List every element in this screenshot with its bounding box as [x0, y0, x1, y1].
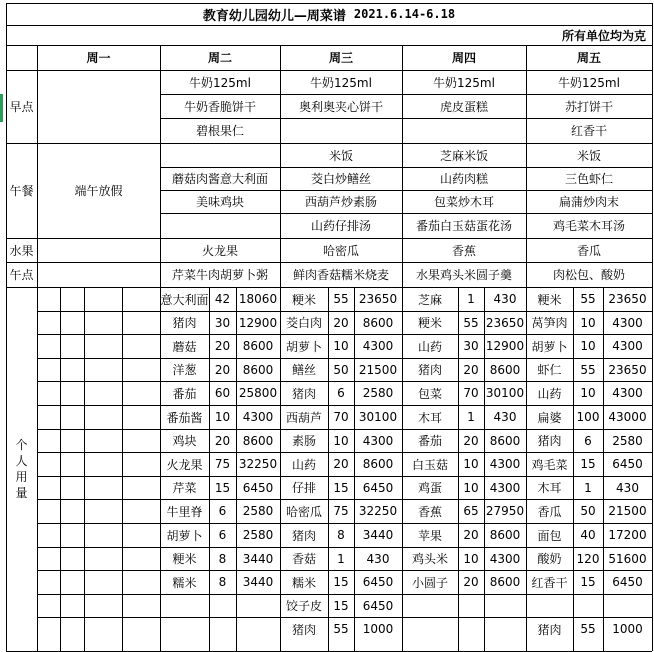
- snack-item: 芹菜牛肉胡萝卜粥: [171, 268, 268, 282]
- personal-label-char: 量: [15, 486, 28, 500]
- qty-tue-per-child: 60: [214, 386, 231, 400]
- fruit-item: 哈密瓜: [322, 243, 359, 258]
- unit-note: 所有单位均为克: [561, 28, 646, 43]
- lunch-item: 茭白炒鳝丝: [310, 172, 371, 186]
- qty-thu-ingredient: 芝麻: [417, 292, 442, 307]
- qty-thu-total: 27950: [485, 504, 525, 518]
- qty-tue-per-child: 42: [214, 292, 231, 306]
- fruit-item: 香蕉: [451, 243, 476, 258]
- qty-wed-ingredient: 仔排: [291, 481, 316, 495]
- qty-fri-ingredient: 木耳: [537, 481, 562, 495]
- qty-wed-total: 21500: [358, 362, 398, 377]
- personal-label-char: 人: [15, 454, 28, 468]
- qty-fri-ingredient: 香瓜: [537, 504, 562, 519]
- qty-wed-per-child: 8: [337, 528, 345, 542]
- qty-tue-total: 2580: [242, 504, 274, 518]
- personal-label-char: 用: [15, 470, 28, 484]
- date-range: 2021.6.14-6.18: [353, 7, 456, 21]
- snack-item: 鲜肉香菇糯米烧麦: [292, 268, 389, 282]
- qty-tue-per-child: 15: [214, 480, 231, 495]
- page-title: [6, 3, 652, 25]
- breakfast-item: 苏打饼干: [564, 99, 613, 114]
- qty-tue-total: 18060: [238, 292, 278, 306]
- qty-wed-ingredient: 猪肉: [291, 622, 316, 637]
- breakfast-item: 虎皮蛋糕: [439, 99, 488, 114]
- qty-tue-ingredient: 芹菜: [172, 481, 197, 495]
- day-header-2: 周二: [207, 51, 232, 65]
- qty-wed-total: 6450: [362, 598, 394, 613]
- qty-thu-per-child: 10: [463, 551, 479, 566]
- qty-thu-total: 4300: [489, 457, 521, 471]
- qty-thu-per-child: 20: [463, 362, 479, 377]
- lunch-item: 芝麻米饭: [439, 148, 488, 163]
- breakfast-item: [402, 118, 526, 143]
- lunch-item: 包菜炒木耳: [433, 195, 494, 209]
- qty-fri-total: 51600: [608, 551, 647, 566]
- qty-wed-total: 4300: [362, 433, 394, 448]
- breakfast-item: 红香干: [570, 124, 607, 138]
- qty-fri-per-child: 10: [580, 315, 596, 330]
- qty-tue-ingredient: 意大利面: [160, 292, 209, 307]
- lunch-item: 三色虾仁: [564, 172, 613, 186]
- qty-thu-ingredient: 番茄: [417, 434, 442, 448]
- qty-fri-per-child: 10: [580, 386, 596, 400]
- qty-tue-total: 2580: [242, 528, 274, 542]
- qty-thu-total: 30100: [485, 386, 525, 400]
- personal-label-char: 个: [15, 438, 28, 452]
- qty-tue-ingredient: 蘑菇: [172, 339, 197, 354]
- qty-wed-per-child: 20: [333, 315, 349, 330]
- qty-fri-total: 23650: [608, 362, 647, 377]
- day-header-1: 周一: [86, 51, 111, 65]
- qty-thu-per-child: 55: [463, 315, 479, 330]
- snack-item: 肉松包、酸奶: [552, 268, 625, 282]
- row-label-breakfast: 早点: [9, 100, 34, 114]
- holiday-note: 端午放假: [74, 184, 123, 198]
- qty-thu-total: 12900: [485, 339, 525, 353]
- qty-thu-ingredient: 小圆子: [411, 575, 448, 590]
- qty-fri-total: [603, 594, 652, 617]
- qty-fri-per-child: 6: [584, 433, 592, 448]
- qty-tue-total: 4300: [242, 410, 274, 424]
- day-header-3: 周三: [328, 51, 353, 65]
- qty-tue-ingredient: 牛里脊: [166, 504, 203, 519]
- qty-wed-total: 32250: [358, 504, 398, 518]
- qty-thu-ingredient: 香蕉: [417, 504, 442, 519]
- qty-fri-per-child: 1: [584, 480, 592, 495]
- qty-fri-total: 4300: [612, 315, 643, 330]
- qty-tue-ingredient: 火龙果: [166, 457, 203, 472]
- lunch-item: 米饭: [328, 148, 353, 163]
- qty-wed-ingredient: 茭白肉: [285, 316, 322, 330]
- qty-fri-ingredient: 酸奶: [537, 552, 562, 566]
- qty-wed-total: 23650: [358, 292, 398, 306]
- qty-wed-ingredient: 西葫芦: [285, 410, 322, 425]
- qty-fri-total: 21500: [608, 504, 647, 518]
- lunch-item: 番茄白玉菇蛋花汤: [415, 219, 512, 233]
- qty-thu-per-child: 10: [463, 457, 479, 471]
- qty-tue-ingredient: 糯米: [172, 575, 197, 590]
- qty-wed-per-child: 10: [333, 433, 349, 448]
- row-label-lunch: 午餐: [9, 184, 34, 198]
- qty-fri-total: 23650: [608, 292, 647, 306]
- qty-wed-ingredient: 猪肉: [291, 386, 316, 401]
- qty-thu-per-child: 20: [463, 575, 479, 589]
- qty-thu-per-child: 20: [463, 528, 479, 542]
- qty-wed-per-child: 15: [333, 598, 349, 613]
- qty-wed-per-child: 15: [333, 575, 349, 589]
- qty-tue-per-child: 20: [214, 433, 231, 448]
- qty-fri-per-child: 55: [580, 622, 596, 636]
- qty-fri-total: 4300: [612, 386, 643, 400]
- qty-tue-per-child: 20: [214, 362, 231, 377]
- qty-fri-per-child: 50: [580, 504, 596, 518]
- qty-wed-per-child: 55: [333, 622, 349, 636]
- qty-wed-total: 6450: [362, 575, 394, 589]
- qty-tue-ingredient: 鸡块: [172, 434, 197, 448]
- qty-tue-per-child: 20: [214, 339, 231, 353]
- qty-wed-per-child: 75: [333, 504, 349, 518]
- qty-thu-ingredient: 鸡蛋: [417, 481, 442, 495]
- qty-wed-total: 6450: [362, 480, 394, 495]
- qty-thu-per-child: 1: [467, 292, 475, 306]
- qty-fri-ingredient: 虾仁: [537, 363, 562, 377]
- qty-fri-total: 6450: [612, 575, 643, 589]
- lunch-item: 山药仔排汤: [310, 219, 371, 233]
- qty-tue-per-child: 6: [218, 528, 227, 542]
- qty-wed-per-child: 20: [333, 457, 349, 471]
- qty-tue-total: 8600: [242, 362, 274, 377]
- qty-thu-ingredient: 粳米: [417, 316, 442, 330]
- qty-tue-per-child: 8: [218, 551, 227, 566]
- qty-fri-total: 4300: [612, 339, 643, 353]
- qty-tue-total: 32250: [238, 457, 278, 471]
- qty-wed-total: 4300: [362, 339, 394, 353]
- breakfast-item: 牛奶125ml: [310, 75, 372, 90]
- lunch-item: 美味鸡块: [195, 195, 244, 209]
- qty-thu-total: 8600: [489, 362, 521, 377]
- lunch-item: [160, 143, 280, 167]
- qty-tue-per-child: 75: [214, 457, 231, 471]
- row-label-fruit: 水果: [9, 243, 34, 258]
- qty-thu-per-child: 1: [467, 410, 475, 424]
- qty-tue-ingredient: 番茄: [172, 386, 197, 401]
- breakfast-item: 牛奶香脆饼干: [183, 99, 256, 114]
- breakfast-item: 牛奶125ml: [189, 75, 251, 90]
- qty-fri-ingredient: 扁婆: [537, 410, 562, 425]
- qty-wed-total: 8600: [362, 315, 394, 330]
- qty-tue-ingredient: 番茄酱: [166, 410, 203, 425]
- qty-fri-ingredient: 粳米: [537, 292, 562, 307]
- qty-fri-per-child: [573, 594, 603, 617]
- qty-wed-total: 1000: [362, 622, 394, 636]
- qty-thu-ingredient: 苹果: [417, 528, 442, 543]
- qty-fri-total: 2580: [612, 433, 643, 448]
- qty-thu-total: 8600: [489, 528, 521, 542]
- qty-thu-ingredient: 猪肉: [417, 363, 442, 377]
- qty-thu-total: 430: [493, 292, 517, 306]
- qty-tue-total: 3440: [242, 551, 274, 566]
- qty-wed-per-child: 50: [333, 362, 349, 377]
- breakfast-item: 奥利奥夹心饼干: [298, 99, 383, 114]
- qty-thu-per-child: 10: [463, 480, 479, 495]
- qty-fri-ingredient: [526, 594, 573, 617]
- qty-fri-per-child: 10: [580, 339, 596, 353]
- fruit-item: 火龙果: [201, 243, 238, 258]
- qty-tue-total: 8600: [242, 433, 274, 448]
- qty-thu-total: 23650: [485, 315, 525, 330]
- qty-fri-per-child: 100: [576, 410, 600, 424]
- lunch-item: 西葫芦炒素肠: [304, 195, 377, 209]
- qty-tue-total: 25800: [238, 386, 278, 400]
- qty-wed-ingredient: 胡萝卜: [285, 339, 322, 354]
- day-header-4: 周四: [451, 51, 476, 65]
- qty-wed-total: 3440: [362, 528, 394, 542]
- qty-tue-per-child: 6: [218, 504, 227, 518]
- qty-wed-total: 430: [366, 551, 390, 566]
- qty-fri-ingredient: 猪肉: [537, 622, 562, 637]
- qty-wed-ingredient: 猪肉: [291, 528, 316, 543]
- qty-fri-per-child: 40: [580, 528, 596, 542]
- qty-fri-per-child: 55: [580, 362, 596, 377]
- qty-wed-ingredient: 粳米: [291, 292, 316, 307]
- qty-fri-total: 1000: [612, 622, 643, 636]
- qty-thu-ingredient: 包菜: [417, 386, 442, 401]
- qty-wed-total: 2580: [362, 386, 394, 400]
- qty-tue-ingredient: 粳米: [172, 552, 197, 566]
- qty-thu-ingredient: 山药: [417, 339, 442, 354]
- qty-fri-ingredient: 鸡毛菜: [531, 457, 568, 472]
- breakfast-item: [280, 118, 402, 143]
- qty-fri-ingredient: 山药: [537, 386, 562, 401]
- lunch-item: 鸡毛菜木耳汤: [552, 219, 625, 233]
- qty-thu-per-child: 30: [463, 339, 479, 353]
- qty-thu-ingredient: 木耳: [417, 410, 442, 425]
- lunch-item: [160, 213, 280, 238]
- qty-tue-ingredient: 猪肉: [172, 316, 197, 330]
- qty-wed-ingredient: 哈密瓜: [285, 504, 322, 519]
- qty-tue-per-child: 30: [214, 315, 231, 330]
- breakfast-item: 牛奶125ml: [558, 75, 620, 90]
- qty-tue-total: 3440: [242, 575, 274, 589]
- qty-wed-ingredient: 糯米: [291, 575, 316, 590]
- qty-thu-per-child: 70: [463, 386, 479, 400]
- qty-tue-per-child: 8: [218, 575, 227, 589]
- qty-thu-total: 8600: [489, 575, 521, 589]
- qty-thu-total: 4300: [489, 480, 521, 495]
- qty-wed-ingredient: 香菇: [291, 552, 316, 566]
- qty-thu-total: 430: [493, 410, 517, 424]
- qty-wed-ingredient: 饺子皮: [285, 599, 322, 613]
- breakfast-item: 碧根果仁: [195, 124, 244, 138]
- qty-thu-total: 8600: [489, 433, 521, 448]
- qty-tue-total: 6450: [242, 480, 274, 495]
- qty-wed-per-child: 15: [333, 480, 349, 495]
- qty-thu-per-child: 65: [463, 504, 479, 518]
- qty-fri-ingredient: 胡萝卜: [531, 339, 568, 354]
- qty-thu-total: 4300: [489, 551, 521, 566]
- qty-fri-per-child: 120: [576, 551, 600, 566]
- qty-tue-ingredient: 胡萝卜: [166, 528, 203, 543]
- fruit-item: 香瓜: [576, 243, 601, 258]
- breakfast-item: 牛奶125ml: [433, 75, 495, 90]
- qty-fri-ingredient: 面包: [537, 528, 562, 543]
- qty-fri-per-child: 15: [580, 457, 596, 471]
- day-header-5: 周五: [576, 51, 601, 65]
- qty-wed-ingredient: 鳝丝: [291, 363, 316, 377]
- qty-wed-per-child: 55: [333, 292, 349, 306]
- lunch-item: 山药肉糕: [439, 172, 488, 186]
- snack-item: 水果鸡头米圆子羹: [415, 268, 512, 282]
- qty-fri-ingredient: 红香干: [531, 575, 568, 590]
- qty-fri-total: 43000: [608, 410, 647, 424]
- qty-fri-total: 6450: [612, 457, 643, 471]
- qty-tue-total: 12900: [238, 315, 278, 330]
- qty-wed-ingredient: 素肠: [291, 434, 316, 448]
- qty-wed-total: 30100: [358, 410, 398, 424]
- qty-tue-total: 8600: [242, 339, 274, 353]
- row-label-personal: [6, 287, 37, 651]
- qty-wed-total: 8600: [362, 457, 394, 471]
- qty-wed-per-child: 1: [337, 551, 345, 566]
- qty-fri-ingredient: 莴笋肉: [531, 316, 568, 330]
- qty-wed-per-child: 10: [333, 339, 349, 353]
- qty-wed-per-child: 70: [333, 410, 349, 424]
- qty-tue-ingredient: 洋葱: [172, 363, 197, 377]
- qty-thu-ingredient: 鸡头米: [411, 552, 448, 566]
- qty-wed-ingredient: 山药: [291, 457, 316, 472]
- qty-fri-per-child: 55: [580, 292, 596, 306]
- qty-fri-total: 17200: [608, 528, 647, 542]
- qty-fri-ingredient: 猪肉: [537, 434, 562, 448]
- lunch-item: 米饭: [576, 148, 601, 163]
- qty-tue-per-child: 10: [214, 410, 231, 424]
- title-text: 教育幼儿园幼儿—周菜谱: [202, 8, 346, 24]
- qty-wed-per-child: 6: [337, 386, 345, 400]
- lunch-item: 蘑菇肉酱意大利面: [171, 172, 268, 186]
- qty-thu-ingredient: 白玉菇: [411, 457, 448, 472]
- qty-fri-per-child: 15: [580, 575, 596, 589]
- lunch-item: 扁蒲炒肉末: [558, 195, 619, 209]
- qty-thu-per-child: 20: [463, 433, 479, 448]
- row-label-snack: 午点: [9, 268, 34, 282]
- qty-fri-total: 430: [616, 480, 639, 495]
